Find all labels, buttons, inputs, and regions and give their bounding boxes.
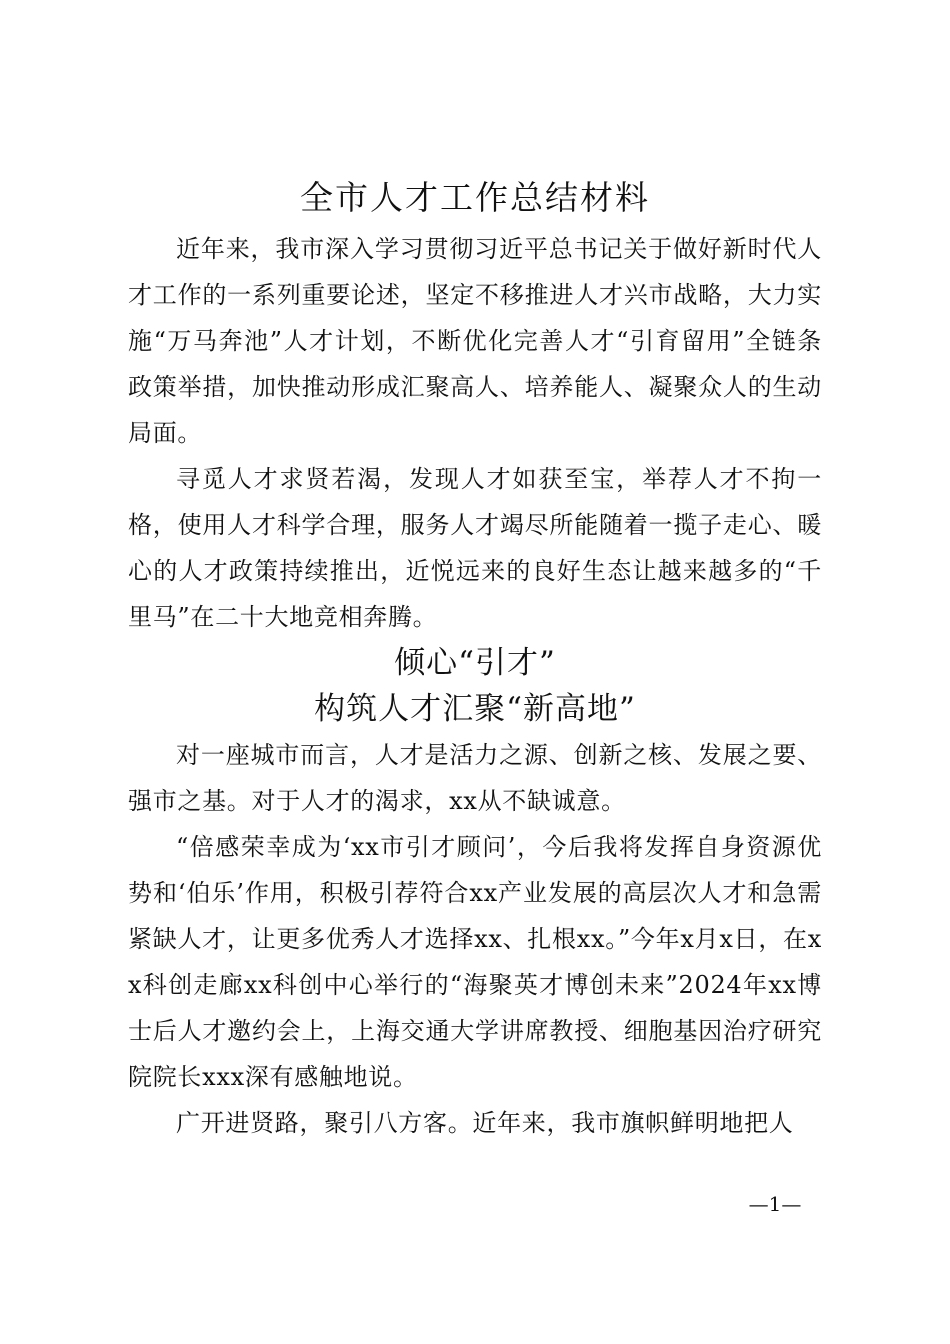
section-paragraph-2: “倍感荣幸成为‘xx市引才顾问’，今后我将发挥自身资源优势和‘伯乐’作用，积极引荐符合xx产业发展的高层次人才和急需紧缺人才，让更多优秀人才选择xx、扎根xx。”今年x月x日，在xx科创走廊xx科创中心举行的“海聚英才博创未来”2024年xx博士后人才邀约会上，上海交通大学讲席教授、细胞基因治疗研究院院长xxx深有感触地说。 xyxy=(128,833,822,1091)
intro-paragraph-2: 寻觅人才求贤若渴，发现人才如获至宝，举荐人才不拘一格，使用人才科学合理，服务人才竭尽所能随着一揽子走心、暖心的人才政策持续推出，近悦远来的良好生态让越来越多的“千里马”在二十大地竞相奔腾。 xyxy=(128,465,822,631)
document-body xyxy=(128,170,822,1146)
document-title: 全市人才工作总结材料 xyxy=(300,178,650,217)
section-heading-line-2: 构筑人才汇聚“新高地” xyxy=(314,691,636,727)
intro-paragraph-1: 近年来，我市深入学习贯彻习近平总书记关于做好新时代人才工作的一系列重要论述，坚定不移推进人才兴市战略，大力实施“万马奔池”人才计划，不断优化完善人才“引育留用”全链条政策举措，加快推动形成汇聚高人、培养能人、凝聚众人的生动局面。 xyxy=(128,235,822,447)
page-number: —1— xyxy=(748,1192,802,1216)
section-heading xyxy=(128,640,822,732)
section-paragraph-1: 对一座城市而言，人才是活力之源、创新之核、发展之要、强市之基。对于人才的渴求，xx从不缺诚意。 xyxy=(128,741,822,815)
section-heading-line-1: 倾心“引才” xyxy=(394,645,556,681)
section-paragraph-3: 广开进贤路，聚引八方客。近年来，我市旗帜鲜明地把人 xyxy=(176,1109,794,1137)
